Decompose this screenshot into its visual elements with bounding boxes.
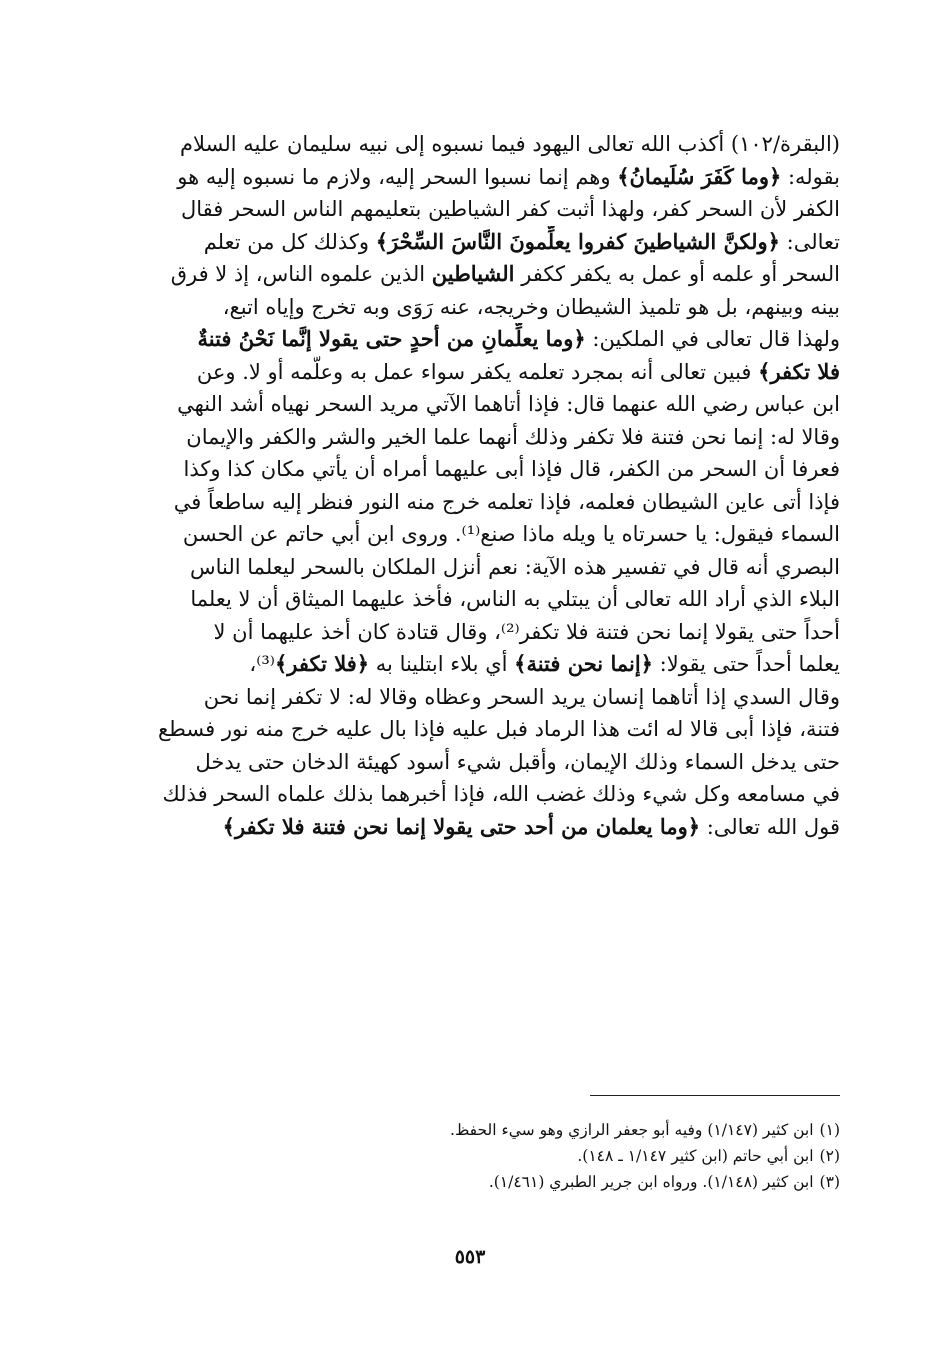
footnote — [300, 1143, 840, 1169]
page-number: ٥٥٣ — [454, 1246, 486, 1268]
text-line — [128, 453, 840, 486]
footnote-ref: ⁽²⁾ — [500, 619, 520, 644]
text-line — [128, 258, 840, 291]
footnote-number: (٢) — [819, 1147, 840, 1165]
body-text — [128, 128, 840, 843]
text-segment: قول الله تعالى: — [700, 814, 840, 839]
footnote-divider — [590, 1095, 840, 1096]
text-line — [128, 746, 840, 779]
text-line — [128, 681, 840, 714]
quran-quote: ﴿وما كَفَرَ سُلَيمانُ﴾ — [617, 163, 782, 189]
text-segment: أي بلاء ابتلينا به — [369, 652, 515, 676]
text-line — [128, 323, 840, 356]
text-line — [128, 421, 840, 454]
text-line — [128, 291, 840, 324]
text-line — [128, 518, 840, 551]
text-segment: تعالى: — [779, 229, 840, 254]
text-segment: الكفر لأن السحر كفر، ولهذا أثبت كفر الشياطين بتعليمهم الناس السحر فقال — [180, 197, 840, 221]
text-line — [128, 648, 840, 681]
text-segment: فعرفا أن السحر من الكفر، قال فإذا أبى عليهما أمراه أن يأتي مكان كذا وكذا — [183, 457, 840, 481]
text-segment: ولهذا قال تعالى في الملكين: — [585, 327, 840, 351]
footnote-number: (٣) — [819, 1173, 840, 1191]
footnote — [300, 1117, 840, 1143]
text-line — [128, 616, 840, 649]
text-segment: وكذلك كل من تعلم — [203, 229, 376, 254]
text-segment: حتى يدخل السماء وذلك الإيمان، وأقبل شيء أسود كهيئة الدخان حتى يدخل — [195, 749, 840, 774]
quran-quote: الشياطين — [431, 261, 515, 286]
text-segment: البلاء الذي أراد الله تعالى أن يبتلي به الناس، فأخذ عليهما الميثاق أن لا يعلما — [190, 587, 840, 611]
text-segment: فإذا أتى عاين الشيطان فعلمه، فإذا تعلمه خرج منه النور فنظر إليه ساطعاً في — [173, 489, 840, 514]
text-segment: وقال السدي إذا أتاهما إنسان يريد السحر وعظاه وقالا له: لا تكفر إنما نحن — [203, 684, 840, 709]
quran-quote: ﴿ولكنَّ الشياطينَ كفروا يعلِّمونَ النَّاسَ السِّحْرَ﴾ — [375, 228, 780, 254]
text-segment: (البقرة/١٠٢) أكذب الله تعالى اليهود فيما نسبوه إلى نبيه سليمان عليه السلام — [180, 132, 840, 156]
text-segment: بقوله: — [781, 164, 840, 189]
quran-quote: ﴿وما يعلِّمانِ من أحدٍ حتى يقولا إنَّما نَحْنُ فتنةٌ — [197, 326, 586, 351]
text-segment: ، وقال قتادة كان أخذ عليهما أن لا — [213, 619, 501, 644]
quran-quote: فلا تكفر﴾ — [758, 358, 840, 384]
text-line — [128, 778, 840, 811]
quran-quote: ﴿إنما نحن فتنة﴾ — [514, 651, 653, 676]
text-line — [128, 388, 840, 421]
text-line — [128, 713, 840, 746]
text-line — [128, 226, 840, 259]
footnote — [300, 1169, 840, 1195]
text-segment: السماء فيقول: يا حسرتاه يا ويله ماذا صنع — [480, 522, 840, 546]
text-line — [128, 161, 840, 194]
text-line — [128, 583, 840, 616]
footnote-text: ابن أبي حاتم (ابن كثير ١/١٤٧ ـ ١٤٨). — [577, 1147, 814, 1165]
text-line — [128, 356, 840, 389]
footnote-ref: ⁽¹⁾ — [461, 522, 481, 546]
text-line — [128, 811, 840, 844]
quran-quote: ﴿فلا تكفر﴾ — [274, 651, 370, 676]
text-segment: أحداً حتى يقولا إنما نحن فتنة فلا تكفر — [519, 619, 840, 644]
text-segment: الذين علموه الناس، إذ لا فرق — [170, 262, 432, 286]
text-segment: فبين تعالى أنه بمجرد تعلمه يكفر سواء عمل به وعلَّمه أو لا. وعن — [196, 359, 759, 384]
text-segment: البصري أنه قال في تفسير هذه الآية: نعم أنزل الملكان بالسحر ليعلما الناس — [190, 554, 840, 579]
text-segment: يعلما أحداً حتى يقولا: — [652, 652, 840, 676]
footnote-text: ابن كثير (١/١٤٧) وفيه أبو جعفر الرازي وهو سيء الحفظ. — [450, 1121, 814, 1139]
text-segment: . وروى ابن أبي حاتم عن الحسن — [182, 522, 462, 546]
text-segment: السحر أو علمه أو عمل به يكفر ككفر — [514, 262, 840, 286]
text-segment: فتنة، فإذا أبى قالا له ائت هذا الرماد فبل عليه فإذا بال عليه خرج منه نور فسطع — [157, 717, 840, 741]
text-line — [128, 128, 840, 161]
text-segment: في مسامعه وكل شيء وذلك غضب الله، فإذا أخبرهما بذلك علماه السحر فذلك — [162, 782, 840, 806]
text-line — [128, 551, 840, 584]
text-segment: وهم إنما نسبوا السحر إليه، ولازم ما نسبوه إليه هو — [177, 164, 618, 189]
text-segment: ابن عباس رضي الله عنهما قال: فإذا أتاهما الآتي مريد السحر نهياه أشد النهي — [177, 392, 840, 416]
text-line — [128, 486, 840, 519]
footnotes — [300, 1117, 840, 1195]
footnote-ref: ⁽³⁾ — [256, 652, 275, 676]
text-line — [128, 193, 840, 226]
text-segment: ، — [249, 652, 257, 676]
text-segment: بينه وبينهم، بل هو تلميذ الشيطان وخريجه، عنه رَوَى وبه تخرج وإياه اتبع، — [222, 294, 840, 319]
text-segment: وقالا له: إنما نحن فتنة فلا تكفر وذلك أنهما علما الخير والشر والكفر والإيمان — [186, 424, 840, 449]
footnote-number: (١) — [819, 1121, 840, 1139]
quran-quote: ﴿وما يعلمان من أحد حتى يقولا إنما نحن فتنة فلا تكفر﴾ — [222, 813, 701, 839]
footnote-text: ابن كثير (١/١٤٨). ورواه ابن جرير الطبري (١/٤٦١). — [488, 1173, 814, 1191]
